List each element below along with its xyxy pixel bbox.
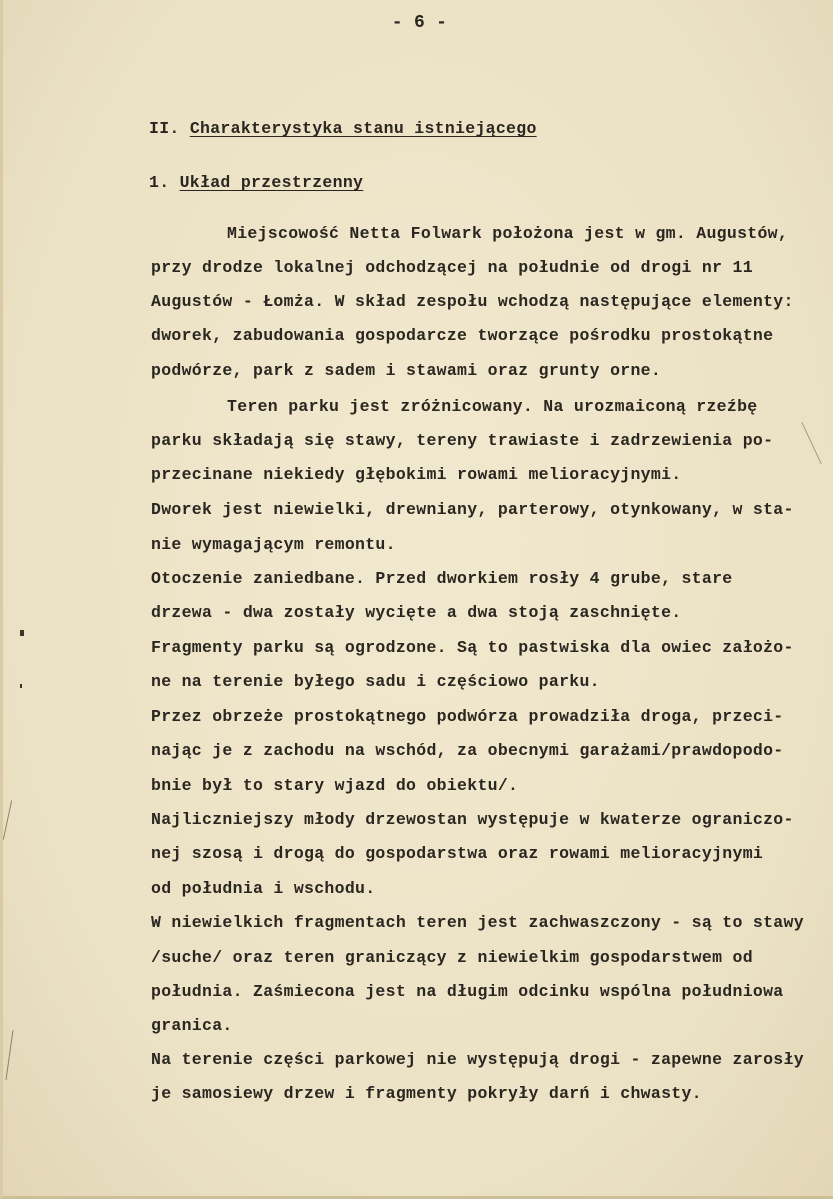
- text-line: Fragmenty parku są ogrodzone. Są to pastwiska dla owiec założo-: [151, 638, 794, 657]
- text-line: Dworek jest niewielki, drewniany, parterowy, otynkowany, w sta-: [151, 500, 794, 519]
- page-number: - 6 -: [391, 13, 448, 33]
- text-line: /suche/ oraz teren graniczący z niewielkim gospodarstwem od: [151, 948, 753, 967]
- section-title: Charakterystyka stanu istniejącego: [189, 119, 537, 138]
- subsection-title: Układ przestrzenny: [179, 173, 364, 192]
- section-heading: [149, 119, 537, 138]
- text-line: granica.: [151, 1016, 233, 1035]
- margin-mark: [3, 800, 12, 839]
- margin-mark: [20, 684, 22, 688]
- subsection-heading: [149, 173, 363, 192]
- text-line: przy drodze lokalnej odchodzącej na południe od drogi nr 11: [151, 258, 753, 277]
- text-line: południa. Zaśmiecona jest na długim odcinku wspólna południowa: [151, 982, 784, 1001]
- text-line: Na terenie części parkowej nie występują drogi - zapewne zarosły: [151, 1050, 804, 1069]
- text-line: przecinane niekiedy głębokimi rowami melioracyjnymi.: [151, 465, 682, 484]
- text-line: nie wymagającym remontu.: [151, 535, 396, 554]
- text-line: bnie był to stary wjazd do obiektu/.: [151, 776, 519, 795]
- text-line: Przez obrzeże prostokątnego podwórza prowadziła droga, przeci-: [151, 707, 784, 726]
- text-line: W niewielkich fragmentach teren jest zachwaszczony - są to stawy: [151, 913, 804, 932]
- text-line: nej szosą i drogą do gospodarstwa oraz rowami melioracyjnymi: [151, 844, 764, 863]
- section-number: II.: [149, 119, 180, 138]
- margin-mark: [20, 630, 24, 636]
- text-line: Teren parku jest zróżnicowany. Na urozmaiconą rzeźbę: [227, 397, 758, 416]
- text-line: Otoczenie zaniedbane. Przed dworkiem rosły 4 grube, stare: [151, 569, 733, 588]
- margin-mark: [6, 1030, 14, 1080]
- text-line: podwórze, park z sadem i stawami oraz grunty orne.: [151, 361, 662, 380]
- text-line: Miejscowość Netta Folwark położona jest w gm. Augustów,: [227, 224, 789, 243]
- text-line: od południa i wschodu.: [151, 879, 376, 898]
- text-line: ne na terenie byłego sadu i częściowo parku.: [151, 672, 600, 691]
- text-line: je samosiewy drzew i fragmenty pokryły darń i chwasty.: [151, 1084, 702, 1103]
- subsection-number: 1.: [149, 173, 170, 192]
- text-line: parku składają się stawy, tereny trawiaste i zadrzewienia po-: [151, 431, 774, 450]
- text-line: nając je z zachodu na wschód, za obecnymi garażami/prawdopodo-: [151, 741, 784, 760]
- text-line: dworek, zabudowania gospodarcze tworzące pośrodku prostokątne: [151, 326, 774, 345]
- text-line: Augustów - Łomża. W skład zespołu wchodzą następujące elementy:: [151, 292, 794, 311]
- text-line: drzewa - dwa zostały wycięte a dwa stoją zaschnięte.: [151, 603, 682, 622]
- margin-mark: [801, 422, 821, 464]
- text-line: Najliczniejszy młody drzewostan występuje w kwaterze ograniczo-: [151, 810, 794, 829]
